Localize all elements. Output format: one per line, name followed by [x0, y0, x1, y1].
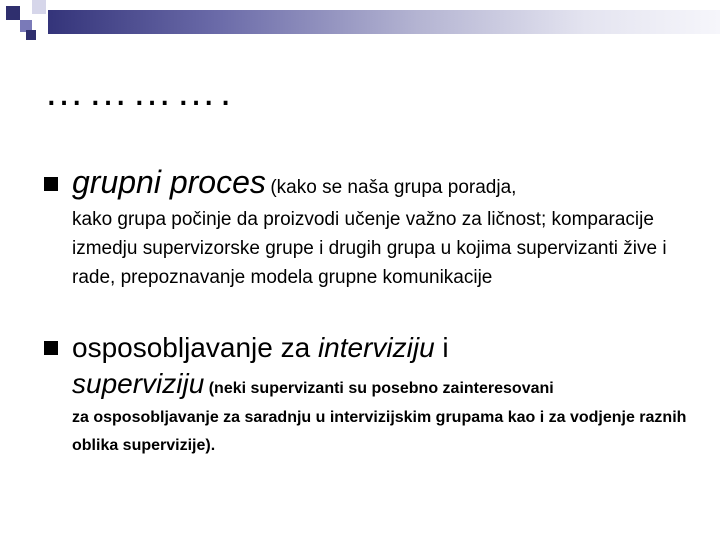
decor-square-light: [32, 0, 46, 14]
decor-square-dark-small: [26, 30, 36, 40]
decor-square-dark: [6, 6, 20, 20]
decor-gradient-band: [48, 10, 720, 34]
bullet-square-icon: [44, 341, 58, 355]
bullet-item-grupni-proces: [72, 164, 692, 292]
bullet-square-icon: [44, 177, 58, 191]
decorative-header: [0, 0, 720, 48]
bullet-lead: grupni proces: [72, 164, 266, 200]
bullet-body: za osposobljavanje za saradnju u intervizijskim grupama kao i za vodjenje raznih oblika supervizije).: [72, 409, 687, 454]
bullet-item-osposobljavanje: [72, 330, 692, 460]
bullet-body: kako grupa počinje da proizvodi učenje važno za ličnost; komparacije izmedju supervizorske grupe i drugih grupa u kojima supervizanti žive i rade, prepoznavanje modela grupne komunikacije: [72, 209, 667, 288]
slide-title: ………….: [44, 70, 236, 114]
bullet-lead-line2-italic: superviziju: [72, 368, 205, 399]
bullet-lead-part1: osposobljavanje za: [72, 332, 318, 363]
bullet-paren-start: (neki supervizanti su posebno zainteresovani: [204, 380, 554, 397]
bullet-lead-italic: interviziju: [317, 332, 435, 363]
bullet-paren-start: (kako se naša grupa poradja,: [270, 177, 517, 198]
bullet-lead-part2: i: [434, 332, 449, 363]
